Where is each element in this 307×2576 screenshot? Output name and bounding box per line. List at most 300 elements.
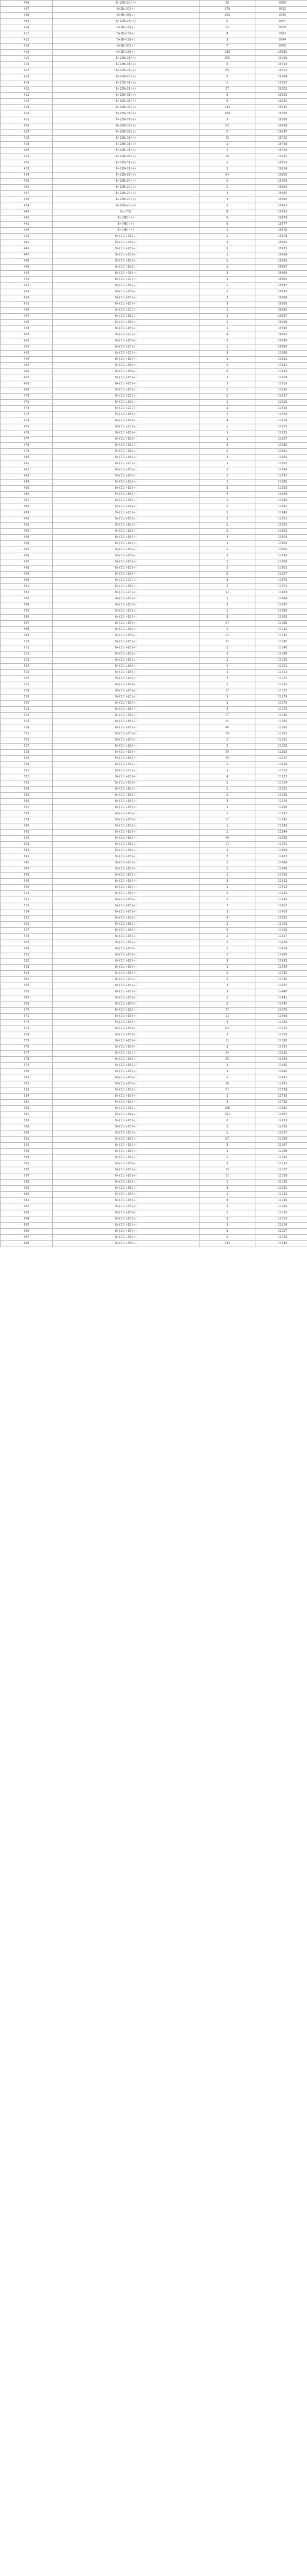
count-cell: 1 <box>200 400 255 406</box>
total-cell: 10983 <box>255 209 307 216</box>
count-cell: 19 <box>200 136 255 142</box>
count-cell: 101 <box>200 1112 255 1118</box>
total-cell: 12013 <box>255 1118 307 1124</box>
row-number: 550 <box>1 885 53 891</box>
formula-cell: B+(11)+1B(+) <box>53 529 200 535</box>
count-cell: 1 <box>200 394 255 400</box>
total-cell: 11579 <box>255 1032 307 1038</box>
total-cell: 11024 <box>255 418 307 424</box>
total-cell: 10982 <box>255 240 307 246</box>
row-number: 563 <box>1 965 53 971</box>
row-number: 428 <box>1 136 53 142</box>
formula-cell: B+12B+1B(+) <box>53 148 200 154</box>
total-cell: 11087 <box>255 602 307 609</box>
formula-cell: B+12B+1B(+) <box>53 105 200 111</box>
table-row <box>1 774 307 780</box>
count-cell: 1 <box>200 185 255 191</box>
total-cell: 11173 <box>255 688 307 695</box>
count-cell: 19 <box>200 731 255 737</box>
count-cell: 12 <box>200 590 255 596</box>
total-cell: 11018 <box>255 400 307 406</box>
row-number: 606 <box>1 1229 53 1235</box>
table-row <box>1 510 307 516</box>
count-cell: 1 <box>200 1149 255 1155</box>
formula-cell: B+(11)+1B(+) <box>53 400 200 406</box>
table-row <box>1 1112 307 1118</box>
table-row <box>1 203 307 209</box>
count-cell: 3 <box>200 928 255 934</box>
row-number: 408 <box>1 13 53 19</box>
table-row <box>1 602 307 609</box>
table-row <box>1 228 307 234</box>
table-row <box>1 559 307 566</box>
row-number: 474 <box>1 418 53 424</box>
count-cell: 3 <box>200 117 255 123</box>
count-cell: 3 <box>200 1100 255 1106</box>
table-row <box>1 99 307 105</box>
total-cell: 11054 <box>255 535 307 541</box>
table-row <box>1 1 307 7</box>
table-row <box>1 652 307 658</box>
count-cell: 15 <box>200 756 255 762</box>
total-cell: 11591 <box>255 1045 307 1051</box>
count-cell: 1 <box>200 234 255 240</box>
table-row <box>1 934 307 940</box>
table-row <box>1 1100 307 1106</box>
count-cell: 1 <box>200 805 255 811</box>
total-cell: 11061 <box>255 566 307 572</box>
table-row <box>1 111 307 117</box>
total-cell: 11490 <box>255 1014 307 1020</box>
table-row <box>1 1198 307 1204</box>
formula-cell: B+12B+2B(+) <box>53 19 200 25</box>
formula-cell: B+(11)+2B(+) <box>53 240 200 246</box>
row-number: 602 <box>1 1204 53 1210</box>
count-cell: 1 <box>200 584 255 590</box>
total-cell: 11429 <box>255 946 307 952</box>
count-cell: 1 <box>200 995 255 1002</box>
row-number: 515 <box>1 670 53 676</box>
total-cell: 10697 <box>255 130 307 136</box>
total-cell: 12146 <box>255 1198 307 1204</box>
count-cell: 1 <box>200 363 255 369</box>
count-cell: 1 <box>200 670 255 676</box>
count-cell: 9 <box>200 216 255 222</box>
total-cell: 10978 <box>255 228 307 234</box>
count-cell: 1 <box>200 523 255 529</box>
row-number: 539 <box>1 817 53 823</box>
row-number: 540 <box>1 823 53 830</box>
table-row <box>1 645 307 652</box>
count-cell: 1 <box>200 308 255 314</box>
row-number: 418 <box>1 74 53 80</box>
formula-cell: B+(11)+1B(+) <box>53 1143 200 1149</box>
formula-cell: B+(11)+1B(+) <box>53 645 200 652</box>
table-row <box>1 578 307 584</box>
table-row <box>1 25 307 31</box>
table-row <box>1 357 307 363</box>
formula-cell: B+12B+2B(+) <box>53 87 200 93</box>
count-cell: 1 <box>200 461 255 467</box>
row-number: 446 <box>1 246 53 252</box>
table-row <box>1 74 307 80</box>
formula-cell: B+(11)+1B(+) <box>53 295 200 302</box>
formula-cell: B+(11)+1B(+) <box>53 848 200 854</box>
row-number: 517 <box>1 682 53 688</box>
count-cell: 231 <box>200 1241 255 1247</box>
formula-cell: B+(11)+1B(+) <box>53 1002 200 1008</box>
table-row <box>1 848 307 854</box>
table-row <box>1 351 307 357</box>
formula-cell: B+(11)+1B(+) <box>53 473 200 480</box>
count-cell: 3 <box>200 369 255 375</box>
total-cell: 11738 <box>255 1100 307 1106</box>
formula-cell: B+11B+1B(+) <box>53 166 200 173</box>
table-row <box>1 1124 307 1130</box>
count-cell: 3 <box>200 197 255 203</box>
count-cell: 1 <box>200 977 255 983</box>
count-cell: 15 <box>200 1167 255 1173</box>
formula-cell: B+12B+1B(+) <box>53 68 200 74</box>
count-cell: 3 <box>200 246 255 252</box>
total-cell: 10903 <box>255 179 307 185</box>
row-number: 423 <box>1 105 53 111</box>
row-number: 498 <box>1 566 53 572</box>
count-cell: 1 <box>200 203 255 209</box>
formula-cell: B+(11)+1B(+) <box>53 1186 200 1192</box>
count-cell: 3 <box>200 37 255 44</box>
table-row <box>1 1045 307 1051</box>
table-row <box>1 173 307 179</box>
total-cell: 9043 <box>255 31 307 37</box>
table-row <box>1 185 307 191</box>
total-cell: 11196 <box>255 713 307 719</box>
total-cell: 11083 <box>255 590 307 596</box>
total-cell: 11053 <box>255 529 307 535</box>
table-row <box>1 1241 307 1247</box>
table-row <box>1 105 307 111</box>
total-cell: 10305 <box>255 80 307 87</box>
row-number: 520 <box>1 701 53 707</box>
formula-cell: B+(11)+1B(+) <box>53 418 200 424</box>
formula-cell: B+(11)+1B(+) <box>53 1014 200 1020</box>
row-number: 608 <box>1 1241 53 1247</box>
formula-cell: B+(11)+1B(+) <box>53 627 200 633</box>
total-cell: 11071 <box>255 584 307 590</box>
count-cell: 3 <box>200 1143 255 1149</box>
row-number: 470 <box>1 394 53 400</box>
formula-cell: B+(11)+1B(+) <box>53 664 200 670</box>
formula-cell: B+(11)+1B(+) <box>53 523 200 529</box>
count-cell: 3 <box>200 1229 255 1235</box>
row-number: 500 <box>1 578 53 584</box>
count-cell: 7 <box>200 44 255 50</box>
count-cell: 6 <box>200 19 255 25</box>
total-cell: 11044 <box>255 498 307 504</box>
table-row <box>1 572 307 578</box>
total-cell: 11422 <box>255 916 307 922</box>
table-row <box>1 117 307 123</box>
count-cell: 1 <box>200 1094 255 1100</box>
formula-cell: B+(11)+1B(+) <box>53 670 200 676</box>
count-cell: 1 <box>200 326 255 332</box>
total-cell: 11033 <box>255 461 307 467</box>
formula-cell: B+(11)+1B(+) <box>53 713 200 719</box>
row-number: 573 <box>1 1026 53 1032</box>
formula-cell: B+(11)+1B(+) <box>53 234 200 240</box>
row-number: 516 <box>1 676 53 682</box>
total-cell: 11067 <box>255 572 307 578</box>
row-number: 412 <box>1 37 53 44</box>
row-number: 526 <box>1 737 53 744</box>
total-cell: 11020 <box>255 412 307 418</box>
count-cell: 1 <box>200 559 255 566</box>
count-cell: 1 <box>200 252 255 259</box>
total-cell: 10086 <box>255 50 307 56</box>
table-row <box>1 314 307 320</box>
table-row <box>1 1235 307 1241</box>
formula-cell: B+(11)+1B(+) <box>53 621 200 627</box>
formula-cell: B+11B+1B(+) <box>53 154 200 160</box>
row-number: 576 <box>1 1045 53 1051</box>
formula-cell: B+(11)+2C(+) <box>53 461 200 467</box>
count-cell: 1 <box>200 860 255 866</box>
row-number: 426 <box>1 123 53 130</box>
table-row <box>1 891 307 897</box>
count-cell: 28 <box>200 154 255 160</box>
formula-cell: B+(11)+1B(+) <box>53 799 200 805</box>
formula-cell: B+(11)+1B(+) <box>53 584 200 590</box>
table-row <box>1 1130 307 1137</box>
row-number: 566 <box>1 983 53 989</box>
total-cell: 10323 <box>255 93 307 99</box>
row-number: 598 <box>1 1180 53 1186</box>
formula-cell: B+(11)+1B(+) <box>53 817 200 823</box>
count-cell: 1 <box>200 529 255 535</box>
total-cell: 12158 <box>255 1235 307 1241</box>
count-cell: 1 <box>200 265 255 271</box>
table-row <box>1 467 307 473</box>
table-row <box>1 461 307 467</box>
table-row <box>1 93 307 99</box>
total-cell: 10994 <box>255 295 307 302</box>
table-row <box>1 1173 307 1180</box>
row-number: 486 <box>1 492 53 498</box>
formula-cell: B+(7B) <box>53 209 200 216</box>
total-cell: 10987 <box>255 265 307 271</box>
table-row <box>1 682 307 688</box>
row-number: 527 <box>1 744 53 750</box>
count-cell: 1 <box>200 535 255 541</box>
formula-cell: B+12B+1B(+) <box>53 117 200 123</box>
count-cell: 4 <box>200 492 255 498</box>
row-number: 555 <box>1 916 53 922</box>
total-cell: 11317 <box>255 756 307 762</box>
total-cell: 11331 <box>255 811 307 817</box>
row-number: 480 <box>1 455 53 461</box>
table-row <box>1 664 307 670</box>
table-row <box>1 234 307 240</box>
table-row <box>1 658 307 664</box>
formula-cell: B+12B+2C(+) <box>53 179 200 185</box>
count-cell: 1 <box>200 946 255 952</box>
count-cell: 1 <box>200 609 255 615</box>
total-cell: 8838 <box>255 25 307 31</box>
count-cell: 1 <box>200 971 255 977</box>
total-cell: 11047 <box>255 504 307 510</box>
total-cell: 10304 <box>255 74 307 80</box>
total-cell: 11342 <box>255 817 307 823</box>
table-row <box>1 259 307 265</box>
count-cell: 3 <box>200 504 255 510</box>
table-row <box>1 639 307 645</box>
total-cell: 10322 <box>255 87 307 93</box>
total-cell: 10974 <box>255 216 307 222</box>
row-number: 571 <box>1 1014 53 1020</box>
formula-cell: B+12B+1B(+) <box>53 142 200 148</box>
count-cell: 1 <box>200 437 255 443</box>
total-cell: 12016 <box>255 1124 307 1130</box>
table-row <box>1 283 307 289</box>
table-row <box>1 1137 307 1143</box>
count-cell: 1 <box>200 541 255 547</box>
row-number: 596 <box>1 1167 53 1173</box>
formula-cell: B+(11)+2C(+) <box>53 578 200 584</box>
count-cell: 4 <box>200 707 255 713</box>
count-cell: 114 <box>200 105 255 111</box>
table-row <box>1 1032 307 1038</box>
total-cell: 10966 <box>255 197 307 203</box>
table-row <box>1 688 307 695</box>
formula-cell: B+12B+1B(+) <box>53 123 200 130</box>
total-cell: 11408 <box>255 860 307 866</box>
formula-cell: B+(11)+1B(+) <box>53 602 200 609</box>
table-row <box>1 1223 307 1229</box>
table-row <box>1 516 307 523</box>
row-number: 437 <box>1 191 53 197</box>
total-cell: 10984 <box>255 252 307 259</box>
row-number: 433 <box>1 166 53 173</box>
table-row <box>1 326 307 332</box>
table-row <box>1 62 307 68</box>
table-row <box>1 455 307 461</box>
table-row <box>1 498 307 504</box>
row-number: 460 <box>1 332 53 338</box>
total-cell: 10992 <box>255 283 307 289</box>
count-cell: 37 <box>200 1008 255 1014</box>
total-cell: 11647 <box>255 1075 307 1081</box>
row-number: 411 <box>1 31 53 37</box>
count-cell: 1 <box>200 1210 255 1216</box>
formula-cell: B+1B+2C(+) <box>53 44 200 50</box>
formula-cell: B+(11)+1B(+) <box>53 1124 200 1130</box>
row-number: 522 <box>1 713 53 719</box>
row-number: 419 <box>1 80 53 87</box>
count-cell: 5 <box>200 130 255 136</box>
row-number: 487 <box>1 498 53 504</box>
row-number: 564 <box>1 971 53 977</box>
formula-cell: B+(11)+2C(+) <box>53 332 200 338</box>
table-row <box>1 19 307 25</box>
count-cell: 1 <box>200 940 255 946</box>
count-cell: 3 <box>200 676 255 682</box>
formula-cell: B+(11)+1B(+) <box>53 492 200 498</box>
table-row <box>1 995 307 1002</box>
count-cell: 143 <box>200 111 255 117</box>
total-cell: 11409 <box>255 866 307 873</box>
formula-cell: B+(11)+1B(+) <box>53 572 200 578</box>
row-number: 556 <box>1 922 53 928</box>
row-number: 475 <box>1 424 53 430</box>
table-row <box>1 338 307 344</box>
table-row <box>1 817 307 823</box>
row-number: 558 <box>1 934 53 940</box>
formula-cell: B+(11)+1B(+) <box>53 744 200 750</box>
count-cell: 3 <box>200 302 255 308</box>
formula-cell: B+1B+1B(+) <box>53 31 200 37</box>
count-cell: 24 <box>200 1051 255 1057</box>
table-row <box>1 873 307 879</box>
row-number: 605 <box>1 1223 53 1229</box>
row-number: 528 <box>1 750 53 756</box>
formula-cell: B+1B+1B(+) <box>53 50 200 56</box>
total-cell: 11427 <box>255 934 307 940</box>
table-row <box>1 879 307 885</box>
formula-cell: B+(11)+1B(+) <box>53 265 200 271</box>
count-cell: 1 <box>200 510 255 516</box>
count-cell: 135 <box>200 50 255 56</box>
count-cell: 3 <box>200 1204 255 1210</box>
table-row <box>1 31 307 37</box>
total-cell: 10198 <box>255 56 307 62</box>
count-cell: 3 <box>200 799 255 805</box>
row-number: 585 <box>1 1100 53 1106</box>
total-cell: 10583 <box>255 111 307 117</box>
formula-cell: B+(11)+1B(+) <box>53 633 200 639</box>
formula-cell: B+(11)+1B(+) <box>53 1155 200 1161</box>
total-cell: 11323 <box>255 774 307 780</box>
formula-cell: B+(11)+1B(+) <box>53 909 200 916</box>
table-row <box>1 670 307 676</box>
total-cell: 8635 <box>255 7 307 13</box>
total-cell: 11151 <box>255 664 307 670</box>
count-cell: 3 <box>200 93 255 99</box>
table-row <box>1 289 307 295</box>
total-cell: 11330 <box>255 805 307 811</box>
row-number: 448 <box>1 259 53 265</box>
formula-cell: B+(11)+2C(+) <box>53 768 200 774</box>
table-row <box>1 1106 307 1112</box>
formula-cell: B+(11)+1B(+) <box>53 1204 200 1210</box>
formula-cell: B+(11)+1B(+) <box>53 836 200 842</box>
formula-cell: B+(11)+1B(+) <box>53 639 200 645</box>
row-number: 597 <box>1 1173 53 1180</box>
count-cell: 6 <box>200 719 255 725</box>
row-number: 494 <box>1 541 53 547</box>
table-row <box>1 965 307 971</box>
row-number: 416 <box>1 62 53 68</box>
total-cell: 11418 <box>255 909 307 916</box>
formula-cell: B+11B+1B(+) <box>53 160 200 166</box>
formula-cell: B+(4B)(+) <box>53 216 200 222</box>
table-row <box>1 842 307 848</box>
table-body <box>1 1 307 1247</box>
total-cell: 12143 <box>255 1192 307 1198</box>
table-row <box>1 799 307 805</box>
table-row <box>1 406 307 412</box>
row-number: 484 <box>1 480 53 486</box>
row-number: 488 <box>1 504 53 510</box>
